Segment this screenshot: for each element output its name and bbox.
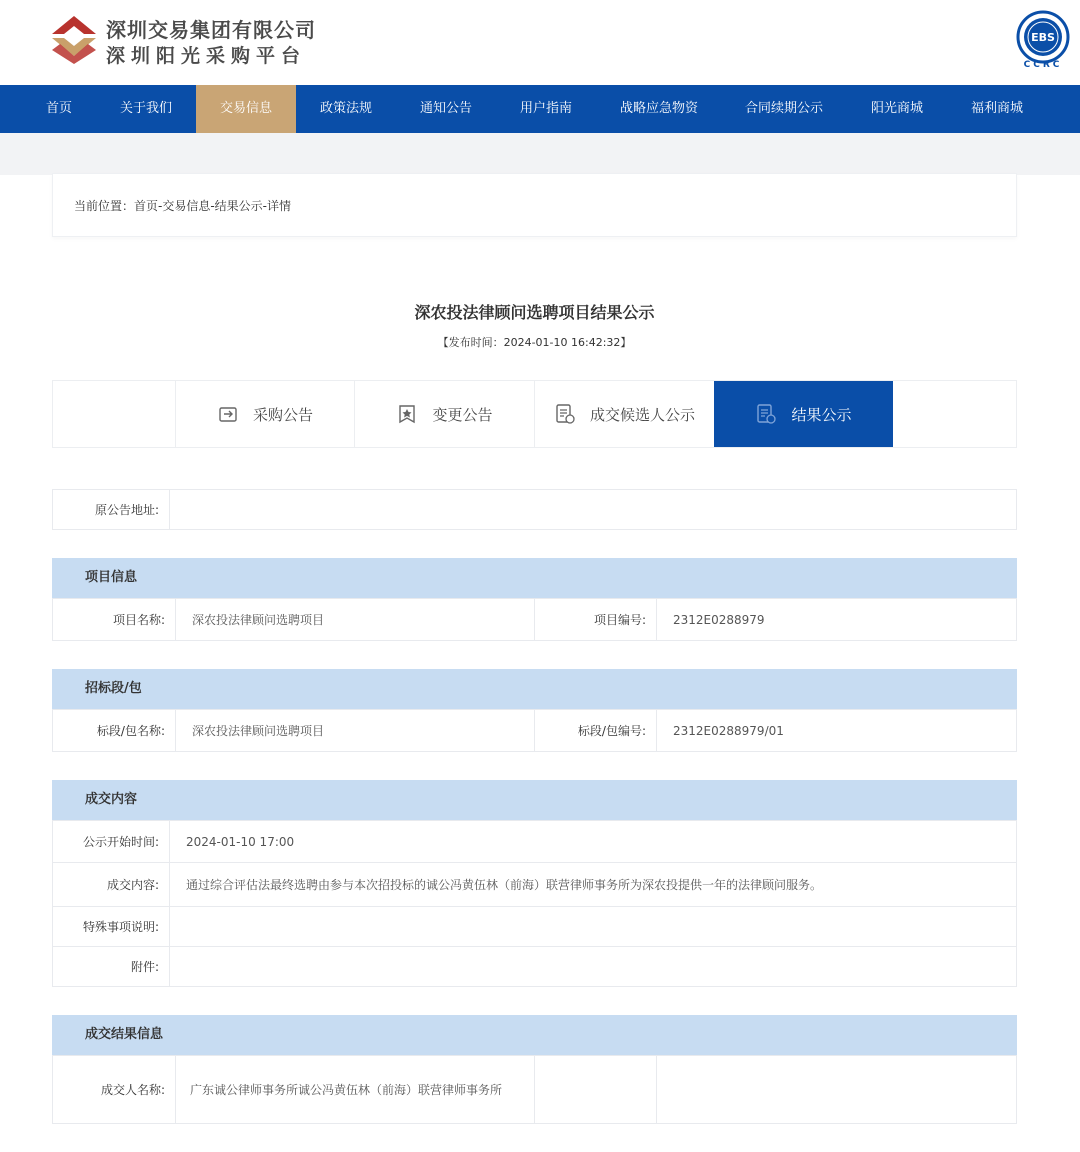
deal-content-label: 成交内容:	[53, 863, 169, 906]
section-lot-info: 招标段/包	[52, 669, 1017, 709]
ebs-badge-icon	[1016, 10, 1070, 64]
tab-procurement-notice[interactable]	[175, 381, 354, 447]
tab-label: 采购公告	[252, 405, 313, 424]
section-result-info: 成交结果信息	[52, 1015, 1017, 1055]
ebs-badge-text: EBS	[1031, 31, 1055, 44]
lot-name-label: 标段/包名称:	[53, 710, 175, 751]
attachment-value[interactable]	[170, 947, 1016, 986]
gray-band	[0, 133, 1080, 175]
ccrc-caption: CCRC	[1023, 60, 1063, 70]
nav-strategic-supplies[interactable]: 战略应急物资	[620, 101, 699, 116]
tab-result-notice[interactable]	[714, 381, 893, 447]
start-time-label: 公示开始时间:	[53, 821, 169, 862]
main-nav	[0, 85, 1080, 133]
platform-name: 深圳阳光采购平台	[106, 45, 307, 67]
nav-trade-info[interactable]: 交易信息	[196, 85, 296, 133]
lot-code-value: 2312E0288979/01	[673, 723, 784, 738]
nav-policy[interactable]: 政策法规	[320, 101, 373, 116]
nav-notices[interactable]: 通知公告	[420, 101, 473, 116]
nav-about[interactable]: 关于我们	[120, 101, 173, 116]
tab-candidate-notice[interactable]	[534, 381, 714, 447]
nav-user-guide[interactable]: 用户指南	[520, 101, 573, 116]
project-code-value: 2312E0288979	[673, 612, 765, 627]
tab-change-notice[interactable]	[354, 381, 534, 447]
company-name: 深圳交易集团有限公司	[106, 18, 316, 42]
star-bookmark-icon	[396, 403, 418, 425]
original-notice-label: 原公告地址:	[53, 490, 169, 529]
winner-name-value: 广东诚公律师事务所诚公冯黄伍林（前海）联营律师事务所	[190, 1082, 503, 1097]
nav-welfare-mall[interactable]: 福利商城	[971, 101, 1024, 116]
list-clock-icon	[554, 403, 576, 425]
nav-home[interactable]: 首页	[46, 101, 73, 116]
tab-label: 成交候选人公示	[589, 405, 695, 424]
result-document-icon	[755, 403, 777, 425]
breadcrumb: 当前位置：首页-交易信息-结果公示-详情	[74, 199, 291, 213]
tab-label: 变更公告	[432, 405, 493, 424]
nav-sunshine-mall[interactable]: 阳光商城	[871, 101, 924, 116]
publish-time: 【发布时间：2024-01-10 16:42:32】	[437, 336, 632, 349]
company-logo-icon[interactable]	[50, 14, 98, 64]
tab-label: 结果公示	[791, 405, 852, 424]
project-name-value: 深农投法律顾问选聘项目	[192, 613, 325, 627]
deal-content-value: 通过综合评估法最终选聘由参与本次招投标的诚公冯黄伍林（前海）联营律师事务所为深农投提供一年的法律顾问服务。	[186, 878, 823, 892]
nav-contract-renewal[interactable]: 合同续期公示	[745, 101, 824, 116]
winner-name-label: 成交人名称:	[53, 1056, 175, 1123]
project-code-label: 项目编号:	[535, 599, 656, 640]
special-notes-label: 特殊事项说明:	[53, 907, 169, 946]
lot-code-label: 标段/包编号:	[535, 710, 656, 751]
lot-name-value: 深农投法律顾问选聘项目	[192, 724, 325, 738]
start-time-value: 2024-01-10 17:00	[186, 834, 295, 849]
document-icon	[217, 403, 239, 425]
original-notice-value[interactable]	[170, 490, 1016, 529]
attachment-label: 附件:	[53, 947, 169, 986]
section-deal-content: 成交内容	[52, 780, 1017, 820]
special-notes-value	[170, 907, 1016, 946]
section-project-info: 项目信息	[52, 558, 1017, 598]
project-name-label: 项目名称:	[53, 599, 175, 640]
page-title: 深农投法律顾问选聘项目结果公示	[414, 303, 655, 322]
